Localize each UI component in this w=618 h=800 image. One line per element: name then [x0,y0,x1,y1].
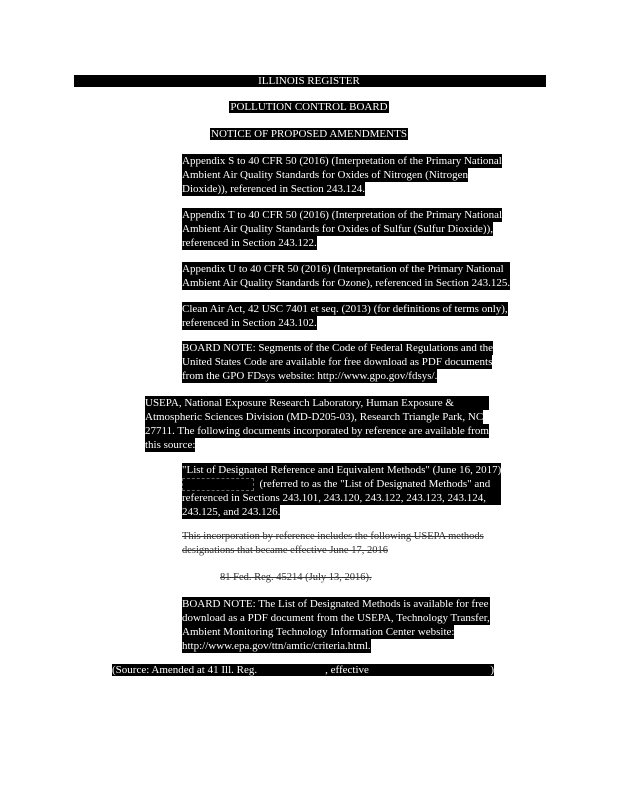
struck-line-2: designations that became effective June 17, 2016 [182,545,388,556]
text-line: referenced in Section 243.102. [182,317,317,329]
text-line: Appendix S to 40 CFR 50 (2016) (Interpretation of the Primary National [182,155,502,167]
board-title: POLLUTION CONTROL BOARD [230,101,388,113]
text-line: this source: [145,439,196,451]
text-line: Clean Air Act, 42 USC 7401 et seq. (2013) (for definitions of terms only), [182,303,508,315]
text-line: http://www.epa.gov/ttn/amtic/criteria.html. [182,640,371,652]
text-line: Ambient Monitoring Technology Information Center website: [182,626,455,638]
text-line: "List of Designated Reference and Equivalent Methods" (June 16, 2017) [182,464,502,476]
text-line: BOARD NOTE: Segments of the Code of Federal Regulations and the [182,342,494,354]
text-line [182,477,501,491]
source-effective: , effective [325,664,369,676]
text-fragment: (referred to as the "List of Designated Methods" and [259,478,491,490]
text-line: 27711. The following documents incorporated by reference are available from [145,425,489,437]
text-line: Ambient Air Quality Standards for Ozone), referenced in Section 243.125. [182,277,511,289]
text-line: United States Code are available for free download as PDF documents [182,356,493,368]
text-line: Atmospheric Sciences Division (MD-D205-03), Research Triangle Park, NC [145,411,484,423]
appendix-t-entry [182,208,502,250]
appendix-u-entry [182,262,510,290]
usepa-source [145,396,489,452]
board-note-gpo [182,341,493,383]
register-title: ILLINOIS REGISTER [258,75,360,87]
struck-citation: 81 Fed. Reg. 45214 (July 13, 2016). [220,572,372,583]
text-line: 243.125, and 243.126. [182,506,281,518]
text-line: referenced in Sections 243.101, 243.120, 243.122, 243.123, 243.124, [182,491,501,505]
text-line: referenced in Section 243.122. [182,237,317,249]
source-prefix: (Source: Amended at 41 Ill. Reg. [112,664,258,676]
text-line: Appendix U to 40 CFR 50 (2016) (Interpretation of the Primary National [182,262,510,276]
source-line [112,663,494,677]
appendix-s-entry [182,154,502,196]
notice-title: NOTICE OF PROPOSED AMENDMENTS [211,128,407,140]
redacted-text [182,478,254,491]
text-line: Ambient Air Quality Standards for Oxides of Nitrogen (Nitrogen [182,169,468,181]
text-line: Ambient Air Quality Standards for Oxides of Sulfur (Sulfur Dioxide)), [182,223,494,235]
designated-methods-entry [182,463,501,519]
text-line: USEPA, National Exposure Research Laboratory, Human Exposure & [145,396,489,410]
text-line: Appendix T to 40 CFR 50 (2016) (Interpretation of the Primary National [182,209,503,221]
text-line: download as a PDF document from the USEPA, Technology Transfer, [182,612,490,624]
text-line: Dioxide)), referenced in Section 243.124. [182,183,365,195]
text-line: BOARD NOTE: The List of Designated Methods is available for free [182,598,489,610]
board-note-epa [182,597,490,653]
struck-line-1: This incorporation by reference includes the following USEPA methods [182,531,484,542]
source-suffix: ) [490,664,494,676]
text-line: from the GPO FDsys website: http://www.gpo.gov/fdsys/. [182,370,438,382]
clean-air-act-entry [182,302,508,330]
